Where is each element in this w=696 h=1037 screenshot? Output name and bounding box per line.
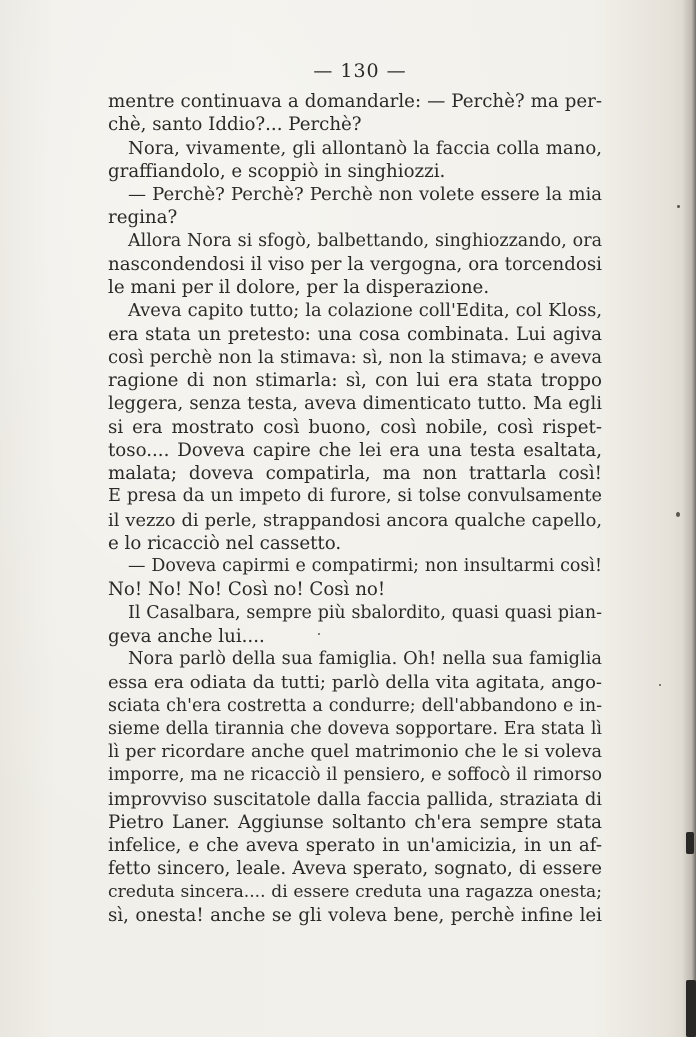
text-line: improvviso suscitatole dalla faccia pallida, straziata di [108,788,602,810]
page-number: — 130 — [313,60,407,82]
text-line: Pietro Laner. Aggiunse soltanto ch'era sempre stata [108,811,602,833]
text-line: fetto sincero, leale. Aveva sperato, sognato, di essere [108,858,602,880]
text-line: E presa da un impeto di furore, si tolse convulsamente [108,486,602,507]
text-line: No! No! No! Così no! Così no! [108,579,386,601]
text-line: era stata un pretesto: una cosa combinata. Lui agiva [108,323,602,345]
text-line: sì, onesta! anche se gli voleva bene, perchè infine lei [108,904,602,926]
edge-mark [686,832,694,854]
page-edge-shadow [682,0,696,1037]
text-line: infelice, e che aveva sperato in un'amicizia, in un af- [108,835,602,856]
text-line: Il Casalbara, sempre più sbalordito, quasi quasi pian- [128,602,602,623]
text-line: Nora parlò della sua famiglia. Oh! nella sua famiglia [128,649,602,669]
text-line: sieme della tirannia che doveva sopportare. Era stata lì [108,718,602,739]
text-line: e lo ricacciò nel cassetto. [108,532,342,554]
text-line: così perchè non la stimava: sì, non la stimava; e aveva [108,346,602,368]
body-text [108,90,602,927]
text-line: toso.... Doveva capire che lei era una testa esaltata, [108,439,602,461]
text-line: Nora, vivamente, gli allontanò la faccia colla mano, [128,137,602,159]
text-line: Aveva capito tutto; la colazione coll'Edita, col Kloss, [128,300,602,322]
paper-speck [676,512,680,517]
text-line: Allora Nora si sfogò, balbettando, singhiozzando, ora [128,230,602,251]
text-line: geva anche lui.... [108,625,265,647]
text-line: sciata ch'era costretta a condurre; dell'abbandono e in- [108,695,602,716]
text-line: creduta sincera.... di essere creduta una ragazza onesta; [108,881,602,902]
text-line: essa era odiata da tutti; parlò della vita agitata, ango- [108,672,602,694]
text-line: leggera, senza testa, aveva dimenticato tutto. Ma egli [108,393,602,415]
paper-speck [677,205,680,208]
text-line: si era mostrato così buono, così nobile, così rispet- [108,416,602,438]
text-line: imporre, ma ne ricacciò il pensiero, e soffocò il rimorso [108,765,602,786]
text-line: ragione di non stimarla: sì, con lui era stata troppo [108,370,602,391]
text-line: nascondendosi il viso per la vergogna, ora torcendosi [108,253,602,275]
text-line: chè, santo Iddio?... Perchè? [108,114,362,136]
text-line: le mani per il dolore, per la disperazione. [108,277,490,298]
text-line: regina? [108,207,178,229]
text-line: — Perchè? Perchè? Perchè non volete essere la mia [128,184,602,205]
text-line: il vezzo di perle, strappandosi ancora qualche capello, [108,509,602,531]
text-line: — Doveva capirmi e compatirmi; non insultarmi così! [128,556,602,576]
text-line: mentre continuava a domandarle: — Perchè? ma per- [108,91,602,112]
edge-mark [686,980,696,1037]
text-line: malata; doveva compatirla, ma non trattarla così! [108,463,602,484]
text-line: graffiandolo, e scoppiò in singhiozzi. [108,160,446,182]
text-line: lì per ricordare anche quel matrimonio che le si voleva [108,742,602,762]
paper-speck [659,684,661,686]
